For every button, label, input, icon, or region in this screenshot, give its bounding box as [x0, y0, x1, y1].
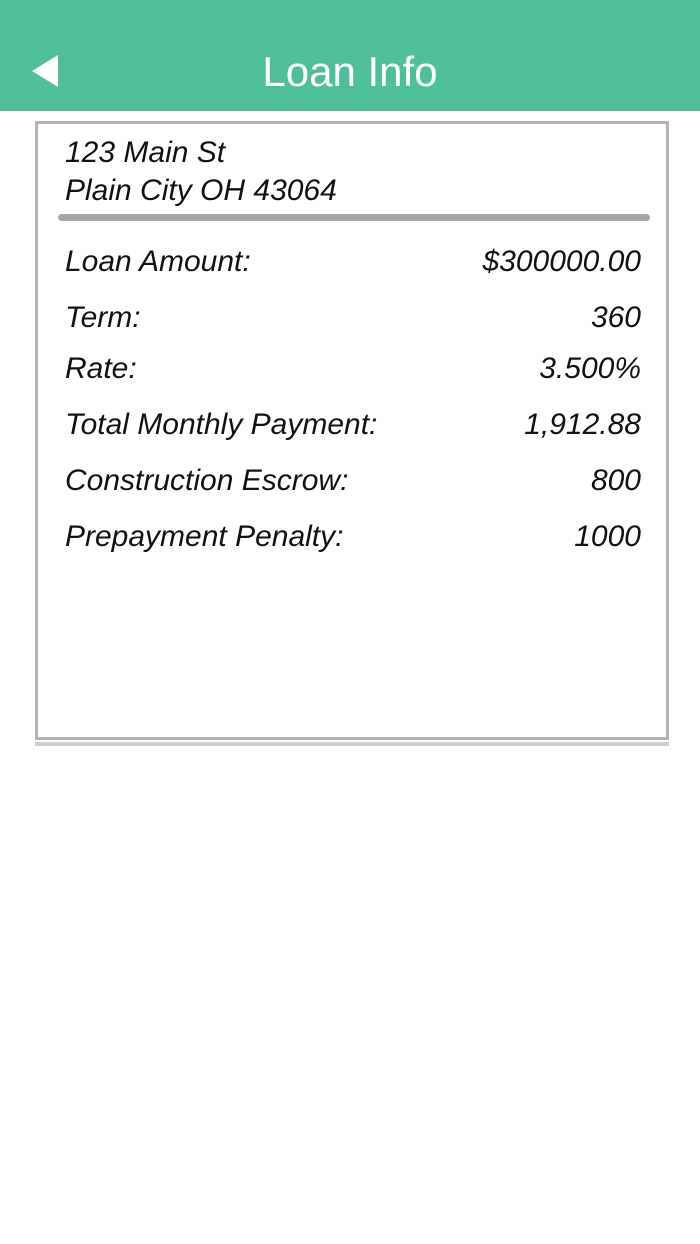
loan-amount-row [65, 242, 641, 282]
rate-value: 3.500% [539, 352, 641, 385]
construction-escrow-label: Construction Escrow: [65, 464, 349, 497]
rate-row [65, 349, 641, 389]
navigation-bar [0, 0, 700, 111]
term-value: 360 [590, 301, 641, 334]
prepayment-penalty-row [65, 517, 641, 557]
total-monthly-payment-row [65, 405, 641, 445]
loan-amount-label: Loan Amount: [65, 245, 251, 278]
loan-amount-value: $300000.00 [482, 245, 641, 278]
rate-label: Rate: [65, 352, 137, 385]
property-address [65, 134, 337, 210]
page-title: Loan Info [262, 48, 438, 95]
address-divider [58, 214, 650, 221]
term-row [65, 298, 641, 338]
address-line-2: Plain City OH 43064 [65, 174, 337, 207]
prepayment-penalty-label: Prepayment Penalty: [65, 520, 344, 553]
section-separator [35, 742, 669, 746]
total-monthly-payment-label: Total Monthly Payment: [65, 408, 378, 441]
term-label: Term: [65, 301, 141, 334]
loan-info-card [35, 121, 669, 740]
construction-escrow-row [65, 461, 641, 501]
prepayment-penalty-value: 1000 [574, 520, 641, 553]
total-monthly-payment-value: 1,912.88 [524, 408, 641, 441]
address-line-1: 123 Main St [65, 136, 226, 169]
construction-escrow-value: 800 [590, 464, 641, 497]
